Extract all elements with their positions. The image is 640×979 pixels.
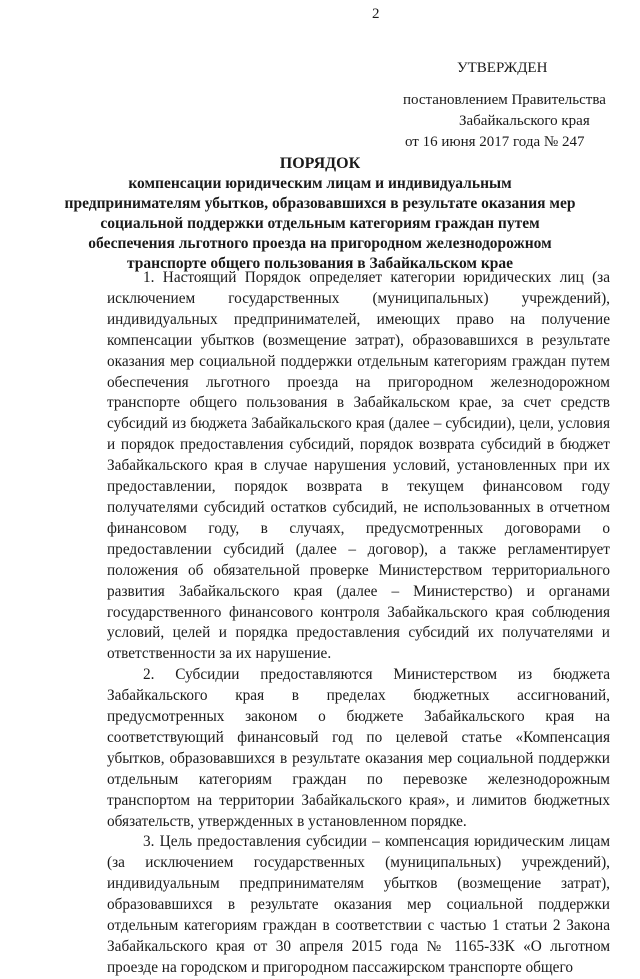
approval-line: Забайкальского края	[459, 113, 590, 129]
document-body	[107, 268, 610, 979]
title-main: ПОРЯДОК	[279, 155, 361, 172]
approval-block	[403, 58, 623, 153]
title-line: транспорте общего пользования в Забайкальском крае	[126, 255, 514, 272]
paragraph-1: 1. Настоящий Порядок определяет категории юридических лиц (за исключением государственных (муниципальных) учреждений), индивидуальных предпринимателей, имеющих право на получение компенсации убытков (возмещение затрат), образовавшихся в результате оказания мер социальной поддержки отдельным категориям граждан путем обеспечения льготного проезда на пригородном железнодорожном транспорте общего пользования в Забайкальском крае, за счет средств субсидий из бюджета Забайкальского края (далее – субсидии), цели, условия и порядок предоставления субсидий, порядок возврата субсидий в бюджет Забайкальского края в случае нарушения условий, установленных при их предоставлении, порядок возврата в текущем финансовом году получателями субсидий остатков субсидий, не использованных в отчетном финансовом году, в случаях, предусмотренных договорами о предоставлении субсидий (далее – договор), а также регламентирует положения об обязательной проверке Министерством территориального развития Забайкальского края (далее – Министерство) и органами государственного финансового контроля Забайкальского края соблюдения условий, целей и порядка предоставления субсидий их получателями и ответственности за их нарушение.	[107, 269, 610, 663]
paragraph-2: 2. Субсидии предоставляются Министерством из бюджета Забайкальского края в пределах бюджетных ассигнований, предусмотренных законом о бюджете Забайкальского края на соответствующий финансовый год по целевой статье «Компенсация убытков, образовавшихся в результате оказания мер социальной поддержки отдельным категориям граждан по перевозке железнодорожным транспортом на территории Забайкальского края», и лимитов бюджетных обязательств, утвержденных в установленном порядке.	[107, 666, 610, 830]
title-line: компенсации юридическим лицам и индивидуальным	[128, 175, 512, 192]
title-line: социальной поддержки отдельным категориям граждан путем	[100, 215, 540, 232]
approval-heading: УТВЕРЖДЕН	[457, 60, 548, 76]
title-line: обеспечения льготного проезда на пригородном железнодорожном	[88, 235, 552, 252]
paragraph-3: 3. Цель предоставления субсидии – компенсация юридическим лицам (за исключением государственных (муниципальных) учреждений), индивидуальным предпринимателям убытков (возмещение затрат), образовавшихся в результате оказания мер социальной поддержки отдельным категориям граждан в соответствии с частью 1 статьи 2 Закона Забайкальского края от 30 апреля 2015 года № 1165-ЗЗК «О льготном проезде на городском и пригородном пассажирском транспорте общего	[107, 833, 610, 976]
title-line: предпринимателям убытков, образовавшихся в результате оказания мер	[64, 195, 576, 212]
document-title	[0, 154, 640, 274]
page-number: 2	[372, 6, 380, 22]
approval-line: постановлением Правительства	[403, 92, 606, 108]
approval-line: от 16 июня 2017 года № 247	[405, 134, 585, 150]
